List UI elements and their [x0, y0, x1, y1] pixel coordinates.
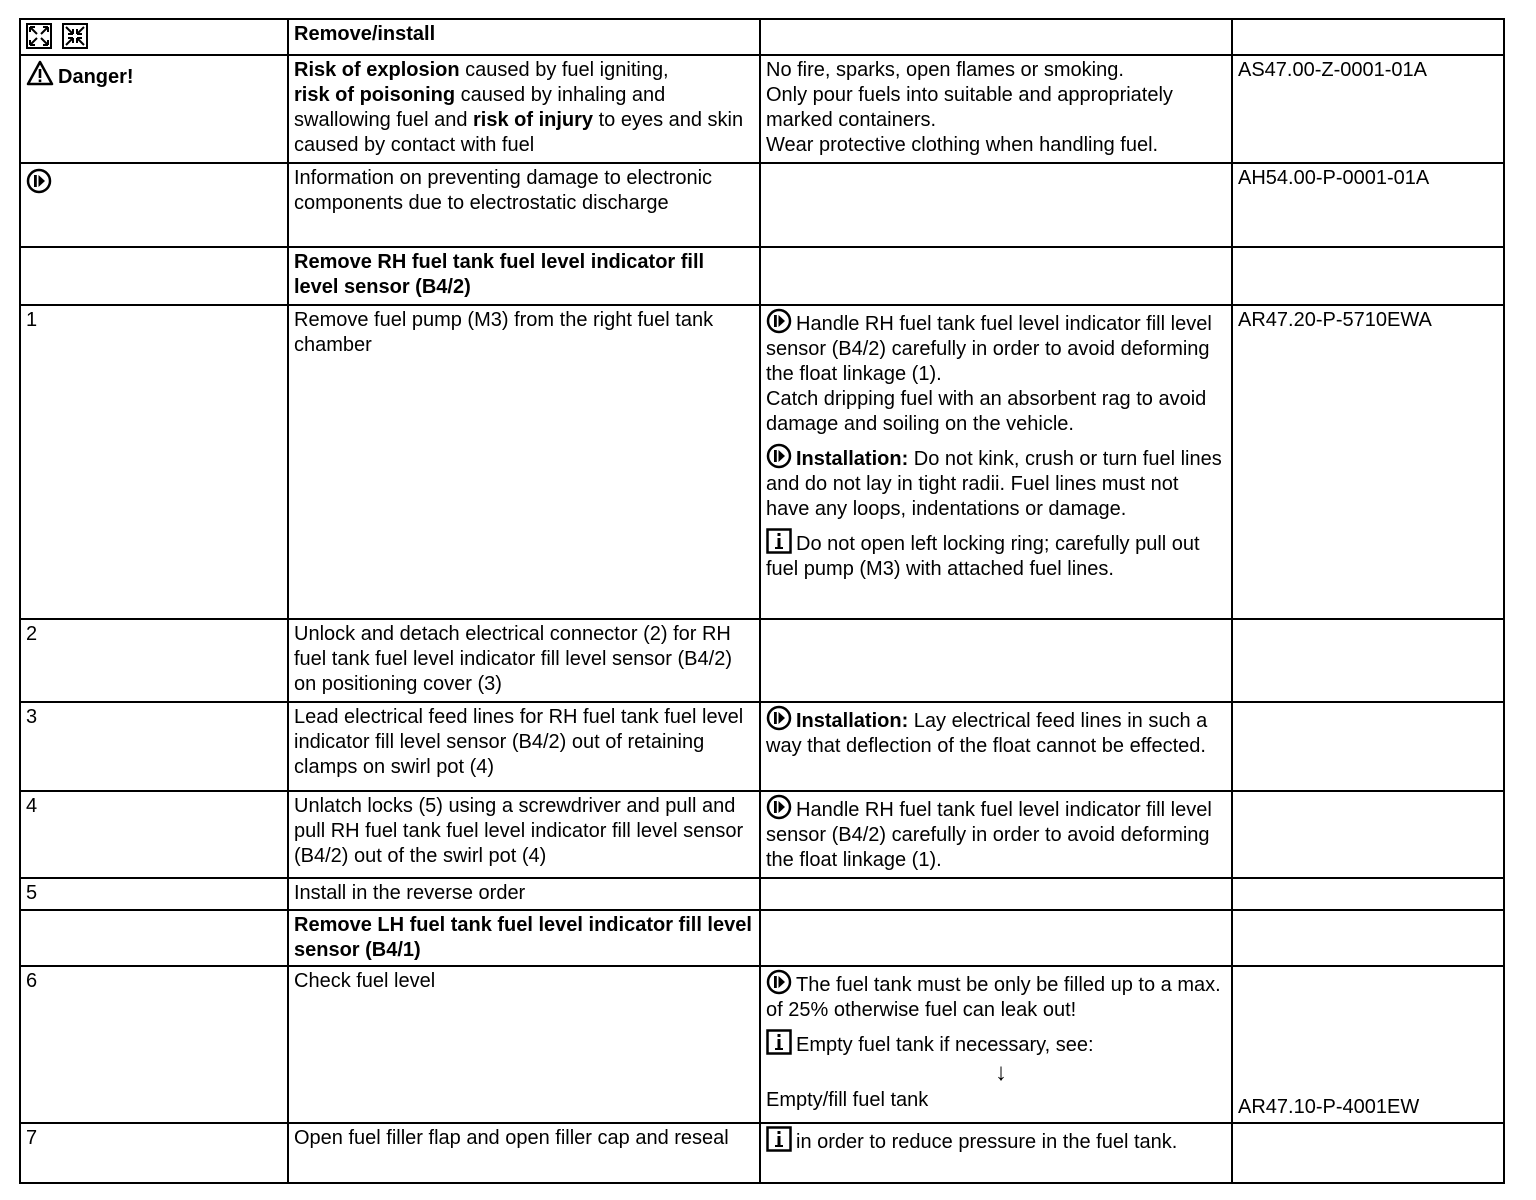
- step-notes: [760, 305, 1232, 619]
- table-row-step: [20, 878, 1504, 910]
- note-paragraph: [766, 443, 1226, 522]
- danger-measure: Only pour fuels into suitable and appropriately marked containers.: [766, 84, 1173, 131]
- procedure-table: [19, 18, 1505, 1184]
- step-number: 6: [20, 966, 288, 1123]
- table-row-step: [20, 702, 1504, 791]
- table-row-danger: [20, 55, 1504, 163]
- header-title-text: Remove/install: [294, 23, 436, 45]
- danger-desc-part: caused by inhaling and swallowing fuel and: [294, 84, 666, 131]
- danger-desc-part: risk of injury: [473, 109, 594, 131]
- note-paragraph: [766, 969, 1226, 1023]
- step-ref: [1232, 702, 1504, 791]
- danger-description: [288, 55, 760, 163]
- caution-icon: [766, 794, 792, 820]
- note-text: Handle RH fuel tank fuel level indicator fill level sensor (B4/2) carefully in order to avoid deforming the float linkage (1).: [766, 799, 1212, 871]
- step-ref: [1232, 878, 1504, 910]
- note-text: Handle RH fuel tank fuel level indicator fill level sensor (B4/2) carefully in order to avoid deforming the float linkage (1).: [766, 313, 1212, 385]
- caution-icon: [26, 168, 52, 194]
- step-notes: [760, 791, 1232, 878]
- installation-label: Installation:: [796, 448, 909, 470]
- step-number: 3: [20, 702, 288, 791]
- esd-empty-cell: [760, 163, 1232, 247]
- section-empty-cell: [760, 910, 1232, 966]
- step-description: Unlatch locks (5) using a screwdriver and pull and pull RH fuel tank fuel level indicator fill level sensor (B4/2) out of the swirl pot (4): [288, 791, 760, 878]
- step-description: Check fuel level: [288, 966, 760, 1123]
- step-notes: [760, 619, 1232, 702]
- note-paragraph: [766, 308, 1226, 437]
- empty-fill-link[interactable]: Empty/fill fuel tank: [766, 1089, 929, 1111]
- note-text: in order to reduce pressure in the fuel tank.: [796, 1131, 1178, 1153]
- table-row-header: [20, 19, 1504, 55]
- step-number: 7: [20, 1123, 288, 1183]
- esd-ref[interactable]: AH54.00-P-0001-01A: [1232, 163, 1504, 247]
- table-row-section: [20, 910, 1504, 966]
- warning-triangle-icon: [26, 60, 54, 86]
- danger-ref[interactable]: AS47.00-Z-0001-01A: [1232, 55, 1504, 163]
- caution-icon: [766, 443, 792, 469]
- section-title: [288, 910, 760, 966]
- info-icon: [766, 1126, 792, 1152]
- step-description: Install in the reverse order: [288, 878, 760, 910]
- danger-desc-part: risk of poisoning: [294, 84, 456, 106]
- note-text: Do not open left locking ring; carefully pull out fuel pump (M3) with attached fuel lines.: [766, 533, 1200, 580]
- info-icon: [766, 1029, 792, 1055]
- step-ref: [1232, 791, 1504, 878]
- caution-icon: [766, 969, 792, 995]
- step-number: 1: [20, 305, 288, 619]
- danger-desc-part: caused by fuel igniting,: [459, 59, 669, 81]
- step-number: 2: [20, 619, 288, 702]
- note-text: Catch dripping fuel with an absorbent rag to avoid damage and soiling on the vehicle.: [766, 388, 1207, 435]
- header-empty-cell: [1232, 19, 1504, 55]
- step-notes: [760, 1123, 1232, 1183]
- step-description: Remove fuel pump (M3) from the right fuel tank chamber: [288, 305, 760, 619]
- note-text: The fuel tank must be only be filled up to a max. of 25% otherwise fuel can leak out!: [766, 974, 1221, 1021]
- esd-description: Information on preventing damage to electronic components due to electrostatic discharge: [288, 163, 760, 247]
- caution-icon: [766, 308, 792, 334]
- table-row-esd: [20, 163, 1504, 247]
- step-notes: [760, 878, 1232, 910]
- danger-cell: [20, 55, 288, 163]
- section-empty-cell: [20, 910, 288, 966]
- note-text: Empty fuel tank if necessary, see:: [796, 1034, 1094, 1056]
- step-ref-link[interactable]: AR47.10-P-4001EW: [1238, 1096, 1420, 1118]
- danger-label: Danger!: [58, 66, 134, 88]
- danger-measures: [760, 55, 1232, 163]
- table-row-section: [20, 247, 1504, 305]
- danger-measure: Wear protective clothing when handling fuel.: [766, 134, 1159, 156]
- header-icons-cell: [20, 19, 288, 55]
- table-row-step: [20, 305, 1504, 619]
- section-title-text: Remove LH fuel tank fuel level indicator fill level sensor (B4/1): [294, 914, 752, 961]
- section-title-text: Remove RH fuel tank fuel level indicator fill level sensor (B4/2): [294, 251, 705, 298]
- section-empty-cell: [760, 247, 1232, 305]
- table-row-step: [20, 791, 1504, 878]
- table-row-step: [20, 619, 1504, 702]
- step-description: Lead electrical feed lines for RH fuel tank fuel level indicator fill level sensor (B4/2) out of retaining clamps on swirl pot (4): [288, 702, 760, 791]
- step-number: 5: [20, 878, 288, 910]
- step-ref: [1232, 1123, 1504, 1183]
- note-paragraph: [766, 1029, 1226, 1058]
- header-title: [288, 19, 760, 55]
- step-notes: [760, 702, 1232, 791]
- step-ref: [1232, 966, 1504, 1123]
- installation-label: Installation:: [796, 710, 909, 732]
- section-title: [288, 247, 760, 305]
- danger-desc-part: Risk of explosion: [294, 59, 460, 81]
- step-notes: [760, 966, 1232, 1123]
- arrow-down-icon: ↓: [995, 1059, 1007, 1086]
- step-description: Open fuel filler flap and open filler cap and reseal: [288, 1123, 760, 1183]
- step-ref[interactable]: AR47.20-P-5710EWA: [1232, 305, 1504, 619]
- step-ref: [1232, 619, 1504, 702]
- info-icon: [766, 528, 792, 554]
- esd-icon-cell: [20, 163, 288, 247]
- section-empty-cell: [1232, 910, 1504, 966]
- note-paragraph: [766, 528, 1226, 582]
- section-empty-cell: [1232, 247, 1504, 305]
- caution-icon: [766, 705, 792, 731]
- step-number: 4: [20, 791, 288, 878]
- remove-icon: [26, 23, 52, 49]
- install-icon: [62, 23, 88, 49]
- section-empty-cell: [20, 247, 288, 305]
- danger-desc-part: to eyes and skin caused by contact with fuel: [294, 109, 744, 156]
- note-text: Lay electrical feed lines in such a way that deflection of the float cannot be effected.: [766, 710, 1208, 757]
- danger-measure: No fire, sparks, open flames or smoking.: [766, 59, 1124, 81]
- step-description: Unlock and detach electrical connector (2) for RH fuel tank fuel level indicator fill level sensor (B4/2) on positioning cover (3): [288, 619, 760, 702]
- note-text: Do not kink, crush or turn fuel lines and do not lay in tight radii. Fuel lines must not have any loops, indentations or damage.: [766, 448, 1222, 520]
- table-row-step: [20, 1123, 1504, 1183]
- table-row-step: [20, 966, 1504, 1123]
- header-empty-cell: [760, 19, 1232, 55]
